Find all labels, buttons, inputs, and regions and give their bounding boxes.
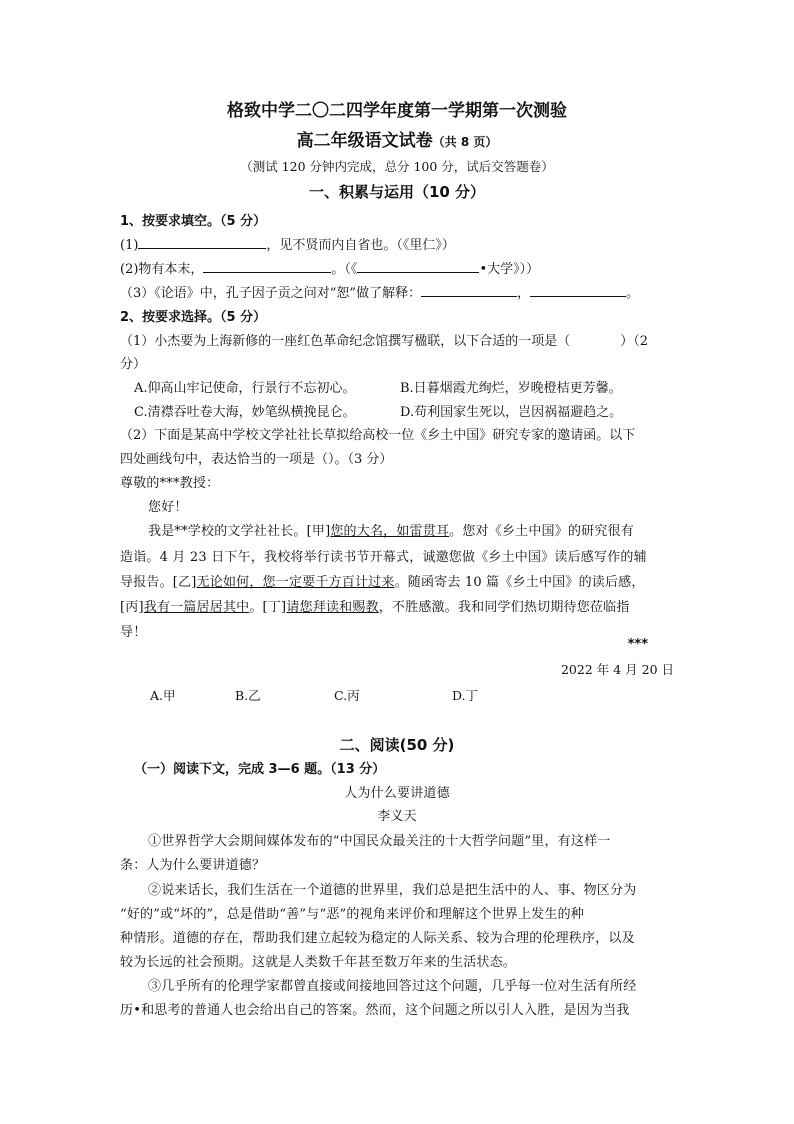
- letter-line-4: [120, 596, 630, 615]
- exam-title: 格致中学二〇二四学年度第一学期第一次测验: [227, 101, 567, 121]
- fill-blank[interactable]: [421, 283, 517, 297]
- para-1-line-2: 条：人为什么要讲道德？: [120, 858, 266, 873]
- q1-line-3-mid: ，: [517, 286, 531, 301]
- q1-line-1-suffix: ，见不贤而内自省也。（《里仁》）: [266, 238, 455, 253]
- letter-line-1: [148, 520, 634, 539]
- letter-greeting: 您好！: [148, 500, 188, 515]
- choice-a[interactable]: A.甲: [150, 688, 176, 703]
- underlined-sentence-ding: 请您拜读和赐教: [286, 600, 379, 615]
- option-b[interactable]: B.日暮烟霞尤绚烂，岁晚橙桔更芳馨。: [400, 381, 622, 396]
- q2-part-1-stem-cont: 分）: [120, 357, 147, 372]
- fill-blank[interactable]: [530, 283, 626, 297]
- letter-signature: ***: [627, 637, 648, 652]
- underlined-sentence-jia: 您的大名，如雷贯耳: [330, 524, 450, 539]
- article-author: 李义天: [377, 809, 417, 824]
- article-title: 人为什么要讲道德: [344, 786, 450, 801]
- para-2-line-3: 种情形。道德的存在，帮助我们建立起较为稳定的人际关系、较为合理的伦理秩序，以及: [120, 931, 635, 946]
- para-2-line-4: 较为长远的社会预期。这就是人类数千年甚至数万年来的生活状态。: [120, 955, 517, 970]
- q2-part-2-stem: （2）下面是某高中学校文学社社长草拟给高校一位《乡土中国》研究专家的邀请函。以下: [120, 428, 636, 443]
- letter-text: 。[丁]: [249, 600, 287, 615]
- section-2-heading: 二、阅读(50 分): [339, 736, 455, 754]
- letter-text: [丙]: [120, 600, 144, 615]
- q1-line-3-prefix: （3）《论语》中，孔子因子贡之问对“恕”做了解释：: [120, 286, 422, 301]
- fill-blank[interactable]: [138, 235, 266, 249]
- exam-subtitle-line: [0, 126, 794, 151]
- q2-part-1-text: （1）小杰要为上海新修的一座红色革命纪念馆撰写楹联，以下合适的一项是（: [120, 334, 571, 349]
- choice-c[interactable]: C.丙: [334, 688, 360, 703]
- page-count: （共 8 页）: [432, 135, 498, 149]
- q1-line-2-suffix: •大学》））: [479, 262, 540, 277]
- q1-line-3-suffix: 。: [626, 286, 640, 301]
- q2-part-1-stem: [120, 330, 648, 349]
- q1-line-1: [120, 234, 455, 253]
- letter-line-3: [120, 571, 645, 590]
- letter-date: 2022 年 4 月 20 日: [560, 662, 674, 677]
- para-3-line-1: ③几乎所有的伦理学家都曾直接或间接地回答过这个问题，几乎每一位对生活有所经: [148, 979, 637, 994]
- letter-text: 。随函寄去 10 篇《乡土中国》的读后感，: [394, 575, 645, 590]
- q2-part-2-stem-cont: 四处画线句中，表达恰当的一项是（）。（3 分）: [120, 452, 393, 467]
- choice-b[interactable]: B.乙: [235, 688, 261, 703]
- para-2-line-1: ②说来话长，我们生活在一个道德的世界里，我们总是把生活中的人、事、物区分为: [148, 883, 637, 898]
- q1-line-3: [120, 282, 639, 301]
- reading-1-instruction: （一）阅读下文，完成 3—6 题。（13 分）: [134, 762, 386, 777]
- option-d[interactable]: D.苟利国家生死以，岂因祸福避趋之。: [400, 405, 623, 420]
- para-3-line-2: 历•和思考的普通人也会给出自己的答案。然而，这个问题之所以引人入胜，是因为当我: [120, 1003, 630, 1018]
- underlined-sentence-yi: 无论如何，您一定要千方百计过来: [196, 575, 395, 590]
- q1-line-2: [120, 258, 539, 277]
- letter-text: ，不胜感激。我和同学们热切期待您莅临指: [378, 600, 630, 615]
- q1-line-2-prefix: (2)物有本末，: [120, 262, 204, 277]
- question-1-label: 1、按要求填空。（5 分）: [120, 214, 267, 229]
- letter-salutation: 尊敬的***教授：: [120, 476, 220, 491]
- exam-note: （测试 120 分钟内完成，总分 100 分，试后交答题卷）: [240, 159, 554, 174]
- fill-blank[interactable]: [357, 259, 479, 273]
- section-1-heading: 一、积累与运用（10 分）: [308, 183, 486, 201]
- para-1-line-1: ①世界哲学大会期间媒体发布的“中国民众最关注的十大哲学问题”里，有这样一: [148, 834, 611, 849]
- question-2-label: 2、按要求选择。（5 分）: [120, 310, 267, 325]
- underlined-sentence-bing: 我有一篇居居其中: [143, 600, 250, 615]
- option-a[interactable]: A.仰高山牢记使命，行景行不忘初心。: [134, 381, 356, 396]
- exam-subtitle: 高二年级语文试卷: [296, 131, 433, 151]
- letter-text: 导报告。[乙]: [120, 575, 197, 590]
- letter-text: 。您对《乡土中国》的研究很有: [449, 524, 634, 539]
- choice-d[interactable]: D.丁: [452, 688, 479, 703]
- para-2-line-2: “好的”或“坏的”，总是借助“善”与“恶”的视角来评价和理解这个世界上发生的种: [120, 907, 584, 922]
- option-c[interactable]: C.清襟吞吐卷大海，妙笔纵横挽昆仑。: [134, 405, 356, 420]
- q1-line-1-prefix: (1): [120, 238, 139, 253]
- fill-blank[interactable]: [203, 259, 331, 273]
- letter-text: 我是**学校的文学社社长。[甲]: [148, 524, 331, 539]
- letter-line-5: 导！: [120, 625, 147, 640]
- q2-part-1-score: ）（2: [620, 334, 649, 349]
- q1-line-2-mid: 。（《: [331, 262, 358, 277]
- letter-line-2: 造诣。4 月 23 日下午，我校将举行读书节开幕式，诚邀您做《乡土中国》读后感写作的辅: [120, 550, 647, 565]
